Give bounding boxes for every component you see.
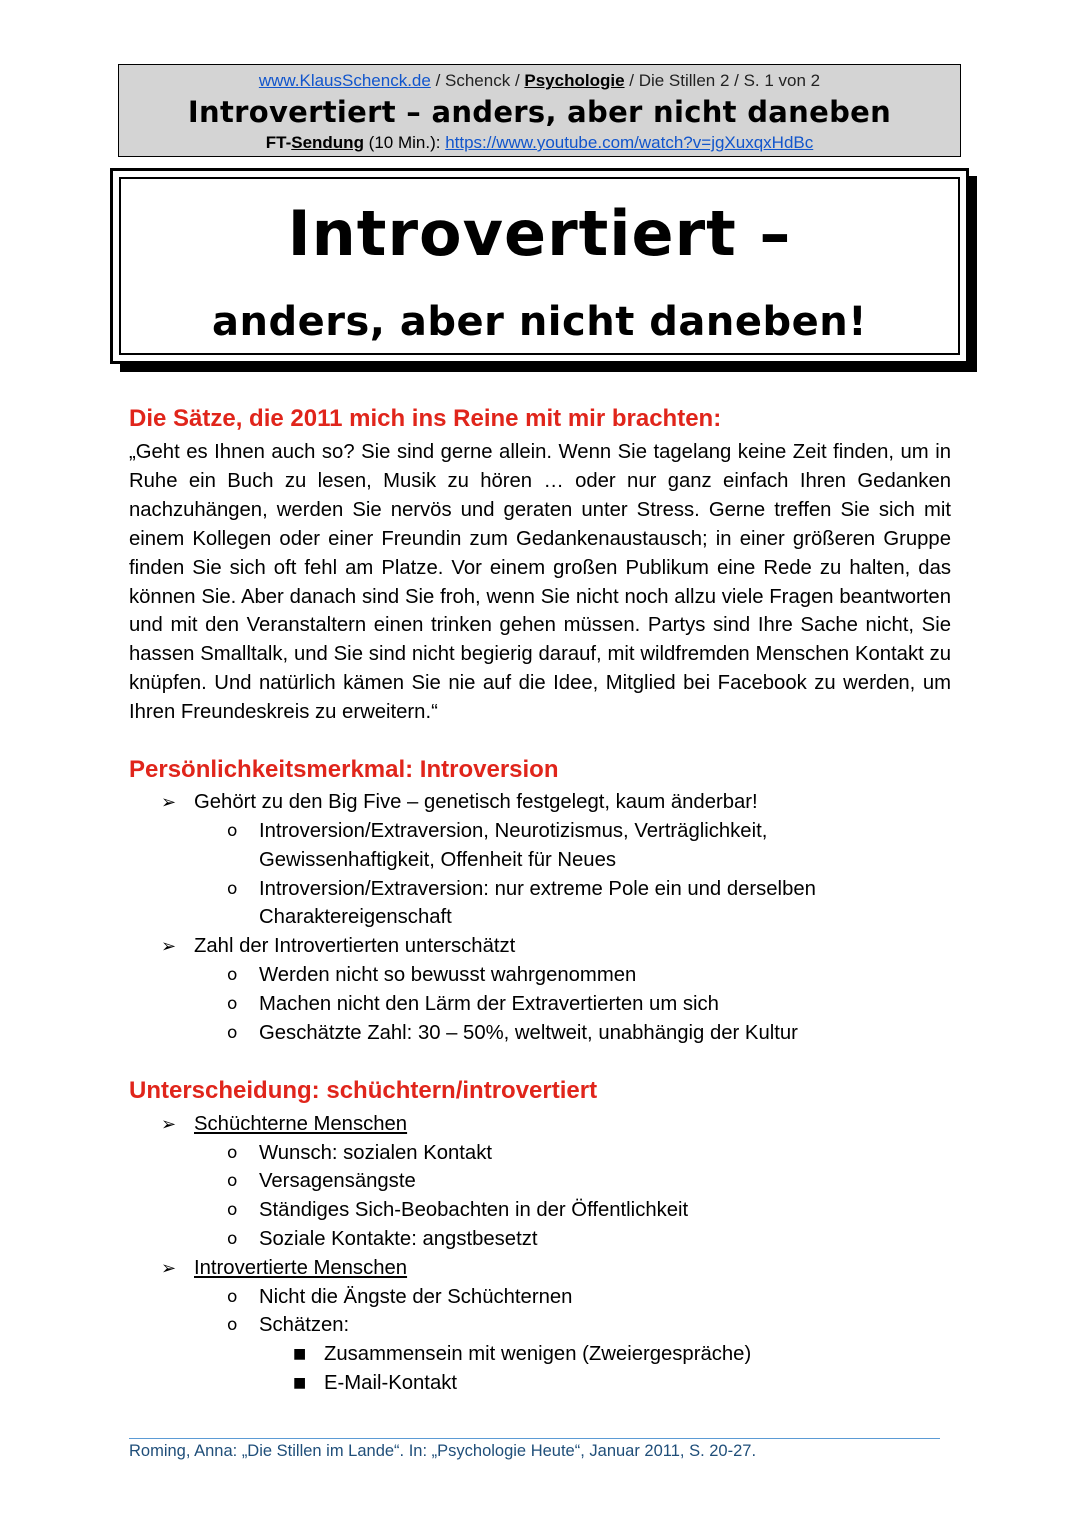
list-item: Gewissenhaftigkeit, Offenheit für Neues bbox=[259, 849, 616, 871]
footer-divider bbox=[129, 1438, 940, 1439]
section-heading-quote: Die Sätze, die 2011 mich ins Reine mit mir brachten: bbox=[129, 405, 722, 432]
main-subtitle: anders, aber nicht daneben! bbox=[212, 299, 867, 345]
header-sep-1: / Schenck / bbox=[430, 71, 525, 90]
list-item: Soziale Kontakte: angstbesetzt bbox=[259, 1228, 538, 1250]
circle-bullet-icon: o bbox=[227, 821, 238, 841]
circle-bullet-icon: o bbox=[227, 1143, 238, 1163]
header-video-line bbox=[119, 133, 960, 153]
list-item-shy: Schüchterne Menschen bbox=[194, 1113, 408, 1135]
circle-bullet-icon: o bbox=[227, 1315, 238, 1335]
list-item: Gehört zu den Big Five – genetisch festgelegt, kaum änderbar! bbox=[194, 791, 758, 813]
ft-label: FT-Sendung bbox=[265, 133, 364, 152]
list-item: Ständiges Sich-Beobachten in der Öffentlichkeit bbox=[259, 1199, 689, 1221]
circle-bullet-icon: o bbox=[227, 1171, 238, 1191]
arrow-bullet-icon: ➢ bbox=[161, 936, 177, 957]
list-item: Nicht die Ängste der Schüchternen bbox=[259, 1286, 573, 1308]
video-link[interactable]: https://www.youtube.com/watch?v=jgXuxqxHdBc bbox=[445, 133, 814, 152]
ft-duration: (10 Min.): bbox=[363, 133, 446, 152]
list-item: Werden nicht so bewusst wahrgenommen bbox=[259, 964, 637, 986]
list-item: Introversion/Extraversion, Neurotizismus, Verträglichkeit, bbox=[259, 820, 768, 842]
arrow-bullet-icon: ➢ bbox=[161, 1258, 177, 1279]
square-bullet-icon: ■ bbox=[293, 1375, 307, 1391]
header-breadcrumb bbox=[119, 71, 960, 91]
list-item: E-Mail-Kontakt bbox=[324, 1372, 457, 1394]
document-header bbox=[118, 64, 961, 157]
header-page-info: / Die Stillen 2 / S. 1 von 2 bbox=[624, 71, 821, 90]
circle-bullet-icon: o bbox=[227, 1287, 238, 1307]
header-subject: Psychologie bbox=[524, 71, 625, 90]
list-item: Introversion/Extraversion: nur extreme Pole ein und derselben bbox=[259, 878, 816, 900]
title-box bbox=[110, 168, 969, 364]
title-box-inner bbox=[119, 177, 960, 355]
arrow-bullet-icon: ➢ bbox=[161, 1114, 177, 1135]
list-item: Wunsch: sozialen Kontakt bbox=[259, 1142, 492, 1164]
main-title: Introvertiert – bbox=[287, 197, 792, 270]
circle-bullet-icon: o bbox=[227, 1023, 238, 1043]
section-heading-introversion: Persönlichkeitsmerkmal: Introversion bbox=[129, 756, 559, 783]
circle-bullet-icon: o bbox=[227, 879, 238, 899]
site-link[interactable]: www.KlausSchenck.de bbox=[258, 71, 431, 90]
circle-bullet-icon: o bbox=[227, 965, 238, 985]
header-title: Introvertiert – anders, aber nicht daneben bbox=[187, 95, 892, 129]
square-bullet-icon: ■ bbox=[293, 1346, 307, 1362]
circle-bullet-icon: o bbox=[227, 994, 238, 1014]
footer-citation: Roming, Anna: „Die Stillen im Lande“. In: „Psychologie Heute“, Januar 2011, S. 20-27. bbox=[129, 1442, 757, 1460]
quote-paragraph: „Geht es Ihnen auch so? Sie sind gerne allein. Wenn Sie tagelang keine Zeit finden, um in Ruhe ein Buch zu lesen, Musik zu hören … oder nur ganz einfach Ihren Gedanken nachzuhängen, werden Sie nervös und geraten unter Stress. Gerne treffen Sie sich mit einem Kollegen oder einer Freundin zum Gedankenaustausch; in einer größeren Gruppe finden Sie sich oft fehl am Platze. Vor einem großen Publikum eine Rede zu halten, das können Sie. Aber danach sind Sie froh, wenn Sie nicht noch allzu viele Fragen beantworten und mit den Veranstaltern einen trinken gehen müssen. Partys sind Ihre Sache nicht, Sie hassen Smalltalk, und Sie sind nicht begierig darauf, mit wildfremden Menschen Kontakt zu knüpfen. Und natürlich kämen Sie nie auf die Idee, Mitglied bei Facebook zu werden, um Ihren Freundeskreis zu erweitern.“ bbox=[129, 441, 951, 724]
list-item: Zahl der Introvertierten unterschätzt bbox=[194, 935, 516, 957]
list-item: Schätzen: bbox=[259, 1314, 350, 1336]
list-item-introverted: Introvertierte Menschen bbox=[194, 1257, 408, 1279]
list-item: Charaktereigenschaft bbox=[259, 906, 452, 928]
arrow-bullet-icon: ➢ bbox=[161, 792, 177, 813]
list-item: Machen nicht den Lärm der Extravertierten um sich bbox=[259, 993, 719, 1015]
list-item: Zusammensein mit wenigen (Zweiergespräche) bbox=[324, 1343, 752, 1365]
section-heading-distinction: Unterscheidung: schüchtern/introvertiert bbox=[129, 1077, 598, 1104]
circle-bullet-icon: o bbox=[227, 1200, 238, 1220]
list-item: Geschätzte Zahl: 30 – 50%, weltweit, unabhängig der Kultur bbox=[259, 1022, 798, 1044]
circle-bullet-icon: o bbox=[227, 1229, 238, 1249]
list-item: Versagensängste bbox=[259, 1170, 416, 1192]
